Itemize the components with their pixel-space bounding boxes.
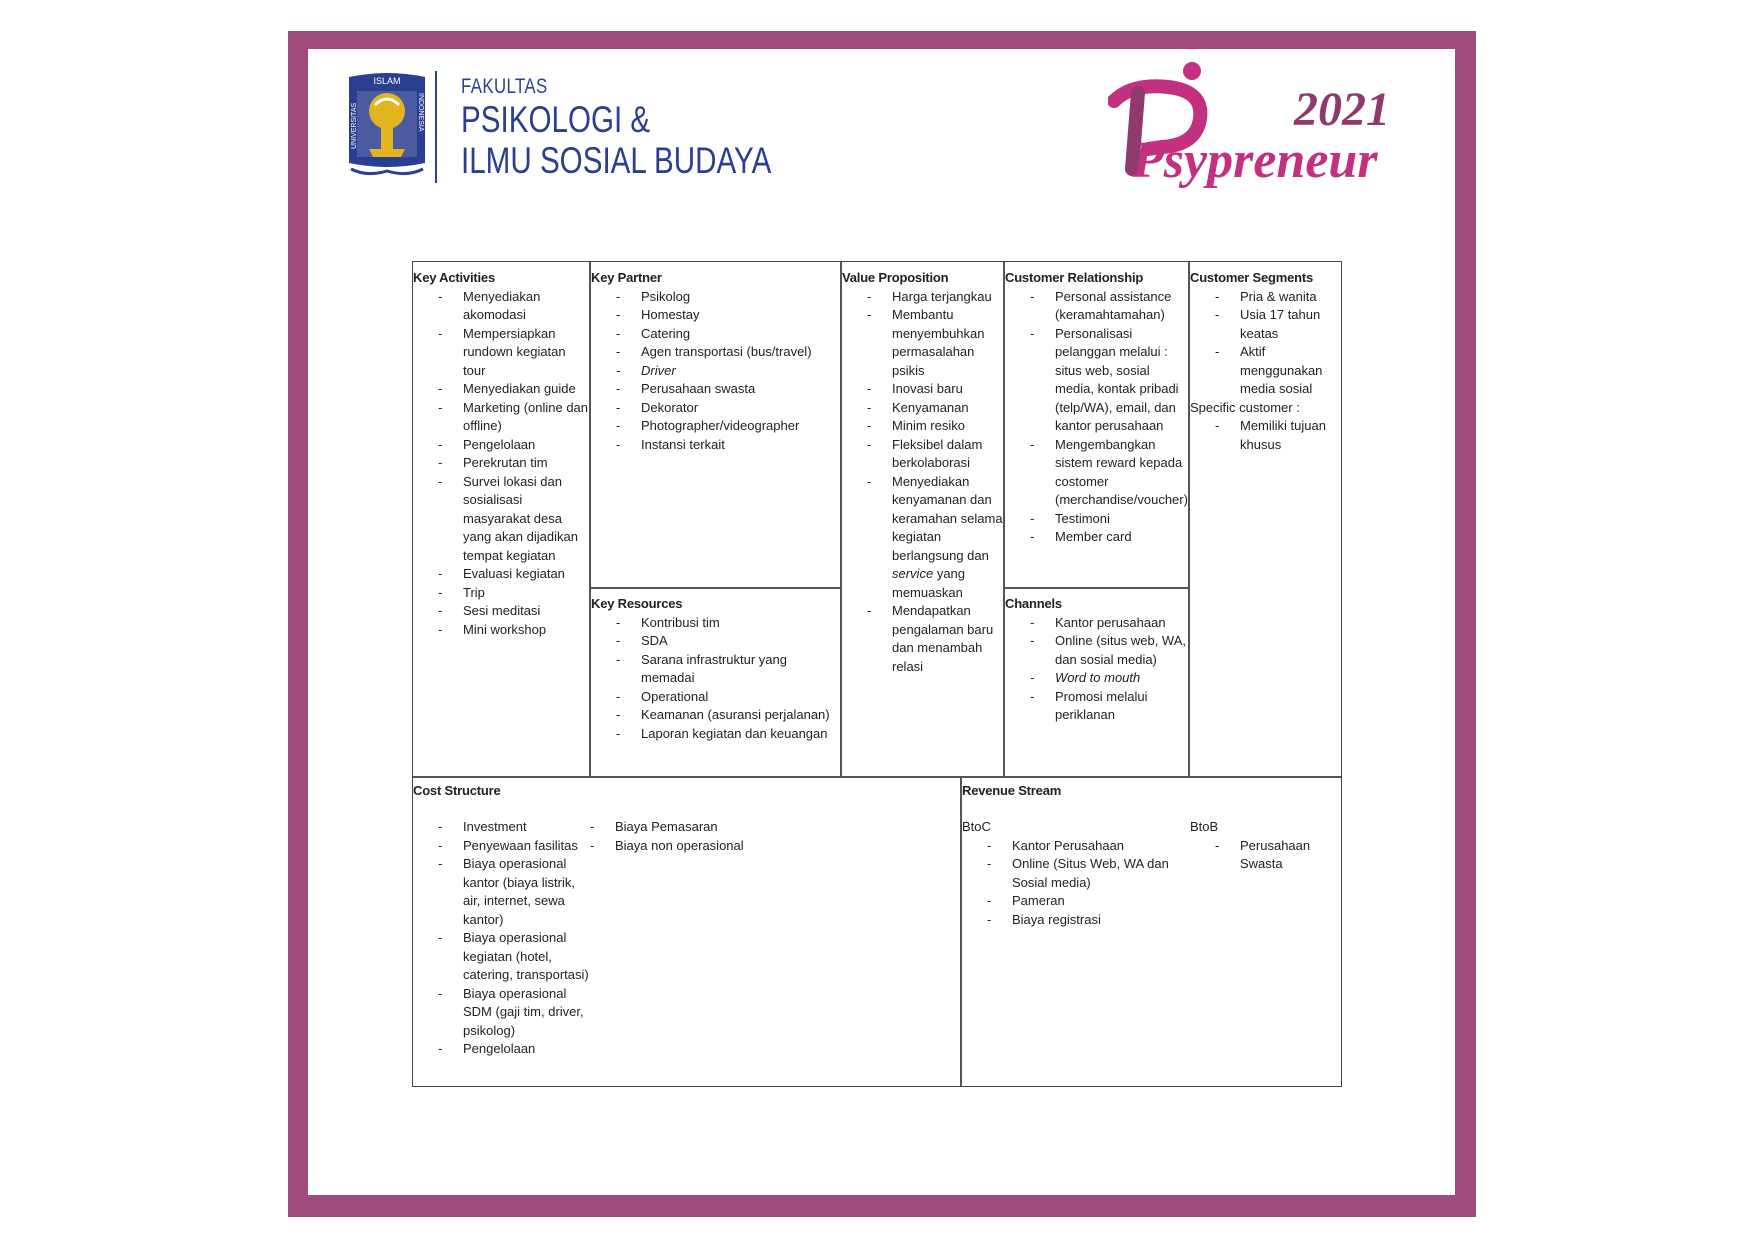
- btoc-label: BtoC: [962, 819, 991, 834]
- cost-structure-block: [413, 782, 960, 1086]
- cost-column-2: [565, 818, 785, 855]
- faculty-line-2: ILMU SOSIAL BUDAYA: [461, 140, 772, 181]
- faculty-label: FAKULTAS: [461, 75, 548, 98]
- channels-list: [1005, 614, 1188, 725]
- list-item: - Dekorator: [591, 399, 840, 418]
- key-partner-list: [591, 288, 840, 455]
- channels-block: [1005, 595, 1188, 775]
- list-item: - Mini workshop: [413, 621, 589, 640]
- list-item: - Mendapatkan pengalaman baru dan menambah relasi: [842, 602, 1003, 676]
- list-item: - Mengembangkan sistem reward kepada costomer (merchandise/voucher): [1005, 436, 1188, 510]
- list-item: - Word to mouth: [1005, 669, 1188, 688]
- list-item: - Psikolog: [591, 288, 840, 307]
- list-item: - Pengelolaan: [413, 436, 589, 455]
- list-item: - Biaya operasional kegiatan (hotel, catering, transportasi): [413, 929, 589, 985]
- list-item: - Membantu menyembuhkan permasalahan psikis: [842, 306, 1003, 380]
- list-item: - Online (situs web, WA, dan sosial media): [1005, 632, 1188, 669]
- list-item: - Kantor Perusahaan: [962, 837, 1182, 856]
- cost-list-1: [413, 818, 589, 1059]
- list-item: - Pria & wanita: [1190, 288, 1341, 307]
- key-activities-block: [413, 269, 589, 774]
- list-item: - Evaluasi kegiatan: [413, 565, 589, 584]
- service-tail: yang memuaskan: [892, 566, 966, 600]
- faculty-name: [461, 75, 849, 181]
- list-item: - Kantor perusahaan: [1005, 614, 1188, 633]
- svg-text:UNIVERSITAS: UNIVERSITAS: [351, 102, 358, 149]
- list-item: - Pameran: [962, 892, 1182, 911]
- cost-list-2: [565, 818, 785, 855]
- btoc-list: [962, 837, 1182, 930]
- key-resources-block: [591, 595, 840, 775]
- list-item: - Keamanan (asuransi perjalanan): [591, 706, 840, 725]
- list-item: - Operational: [591, 688, 840, 707]
- key-partner-title: Key Partner: [591, 270, 662, 285]
- list-item: - Kenyamanan: [842, 399, 1003, 418]
- btob-list: [1190, 837, 1340, 874]
- customer-relationship-block: [1005, 269, 1188, 587]
- btoc-column: [962, 818, 1182, 929]
- service-word: service: [892, 566, 934, 581]
- document-sheet: [308, 49, 1455, 1195]
- key-partner-block: [591, 269, 840, 587]
- list-item: - Inovasi baru: [842, 380, 1003, 399]
- list-item: - Sarana infrastruktur yang memadai: [591, 651, 840, 688]
- value-proposition-block: [842, 269, 1003, 774]
- list-item: - Agen transportasi (bus/travel): [591, 343, 840, 362]
- list-item: - Testimoni: [1005, 510, 1188, 529]
- list-item: - Biaya operasional kantor (biaya listrik, air, internet, sewa kantor): [413, 855, 589, 929]
- list-item: - Catering: [591, 325, 840, 344]
- list-item: - Aktif menggunakan media sosial: [1190, 343, 1341, 399]
- list-item: - Perekrutan tim: [413, 454, 589, 473]
- list-item: - Laporan kegiatan dan keuangan: [591, 725, 840, 744]
- list-item: - Kontribusi tim: [591, 614, 840, 633]
- btob-label: BtoB: [1190, 819, 1219, 834]
- list-item: - Minim resiko: [842, 417, 1003, 436]
- list-item: - Biaya Pemasaran: [565, 818, 785, 837]
- page-frame: [288, 31, 1476, 1217]
- header-divider: [435, 71, 437, 183]
- customer-segments-list: [1190, 288, 1341, 399]
- psypreneur-logo: [1108, 57, 1438, 217]
- list-item: [842, 473, 1003, 603]
- list-item: - Biaya non operasional: [565, 837, 785, 856]
- btob-column: [1190, 818, 1340, 874]
- list-item: - Biaya registrasi: [962, 911, 1182, 930]
- cost-column-1: [413, 818, 589, 1059]
- key-activities-list: [413, 288, 589, 640]
- channels-title: Channels: [1005, 596, 1062, 611]
- list-item: - Investment: [413, 818, 589, 837]
- revenue-stream-block: [962, 782, 1341, 1086]
- list-item: - Instansi terkait: [591, 436, 840, 455]
- list-item: - Marketing (online dan offline): [413, 399, 589, 436]
- customer-relationship-title: Customer Relationship: [1005, 270, 1144, 285]
- grid-line: [589, 587, 841, 589]
- list-item: - Survei lokasi dan sosialisasi masyarakat desa yang akan dijadikan tempat kegiatan: [413, 473, 589, 566]
- list-item: - Promosi melalui periklanan: [1005, 688, 1188, 725]
- grid-line: [413, 776, 1341, 778]
- customer-relationship-list: [1005, 288, 1188, 547]
- specific-customer-list: [1190, 417, 1341, 454]
- list-item: - Perusahaan swasta: [591, 380, 840, 399]
- list-item: - Fleksibel dalam berkolaborasi: [842, 436, 1003, 473]
- university-logo-icon: [345, 71, 429, 183]
- list-item: - Personalisasi pelanggan melalui : situs web, sosial media, kontak pribadi (telp/WA), email, dan kantor perusahaan: [1005, 325, 1188, 436]
- revenue-stream-title: Revenue Stream: [962, 783, 1062, 798]
- list-item: - Pengelolaan: [413, 1040, 589, 1059]
- list-item-text: Menyediakan kenyamanan dan keramahan selama kegiatan berlangsung dan: [892, 473, 1003, 563]
- value-proposition-list: [842, 288, 1003, 677]
- list-item: - Harga terjangkau: [842, 288, 1003, 307]
- svg-text:Psypreneur: Psypreneur: [1132, 132, 1378, 189]
- list-item: - Driver: [591, 362, 840, 381]
- value-proposition-title: Value Proposition: [842, 270, 949, 285]
- business-model-canvas: [412, 261, 1342, 1087]
- list-item: - Menyediakan guide: [413, 380, 589, 399]
- list-item: - Member card: [1005, 528, 1188, 547]
- specific-customer-label: Specific customer :: [1190, 399, 1300, 415]
- customer-segments-block: [1190, 269, 1341, 774]
- svg-text:2021: 2021: [1294, 83, 1390, 136]
- customer-segments-title: Customer Segments: [1190, 270, 1314, 285]
- list-item: - Online (Situs Web, WA dan Sosial media): [962, 855, 1182, 892]
- svg-text:ISLAM: ISLAM: [373, 76, 401, 86]
- list-item: - Perusahaan Swasta: [1190, 837, 1340, 874]
- list-item: - Memiliki tujuan khusus: [1190, 417, 1341, 454]
- key-resources-list: [591, 614, 840, 744]
- list-item: - Photographer/videographer: [591, 417, 840, 436]
- list-item: - Homestay: [591, 306, 840, 325]
- list-item: - Penyewaan fasilitas: [413, 837, 589, 856]
- list-item: - Trip: [413, 584, 589, 603]
- key-resources-title: Key Resources: [591, 596, 683, 611]
- list-item: - Personal assistance (keramahtamahan): [1005, 288, 1188, 325]
- svg-text:INDONESIA: INDONESIA: [417, 93, 424, 132]
- list-item: - Biaya operasional SDM (gaji tim, driver, psikolog): [413, 985, 589, 1041]
- list-item: - Sesi meditasi: [413, 602, 589, 621]
- list-item: - SDA: [591, 632, 840, 651]
- faculty-line-1: PSIKOLOGI &: [461, 99, 651, 140]
- cost-structure-title: Cost Structure: [413, 783, 501, 798]
- grid-line: [1003, 587, 1189, 589]
- key-activities-title: Key Activities: [413, 270, 495, 285]
- list-item: - Menyediakan akomodasi: [413, 288, 589, 325]
- list-item: - Mempersiapkan rundown kegiatan tour: [413, 325, 589, 381]
- list-item: - Usia 17 tahun keatas: [1190, 306, 1341, 343]
